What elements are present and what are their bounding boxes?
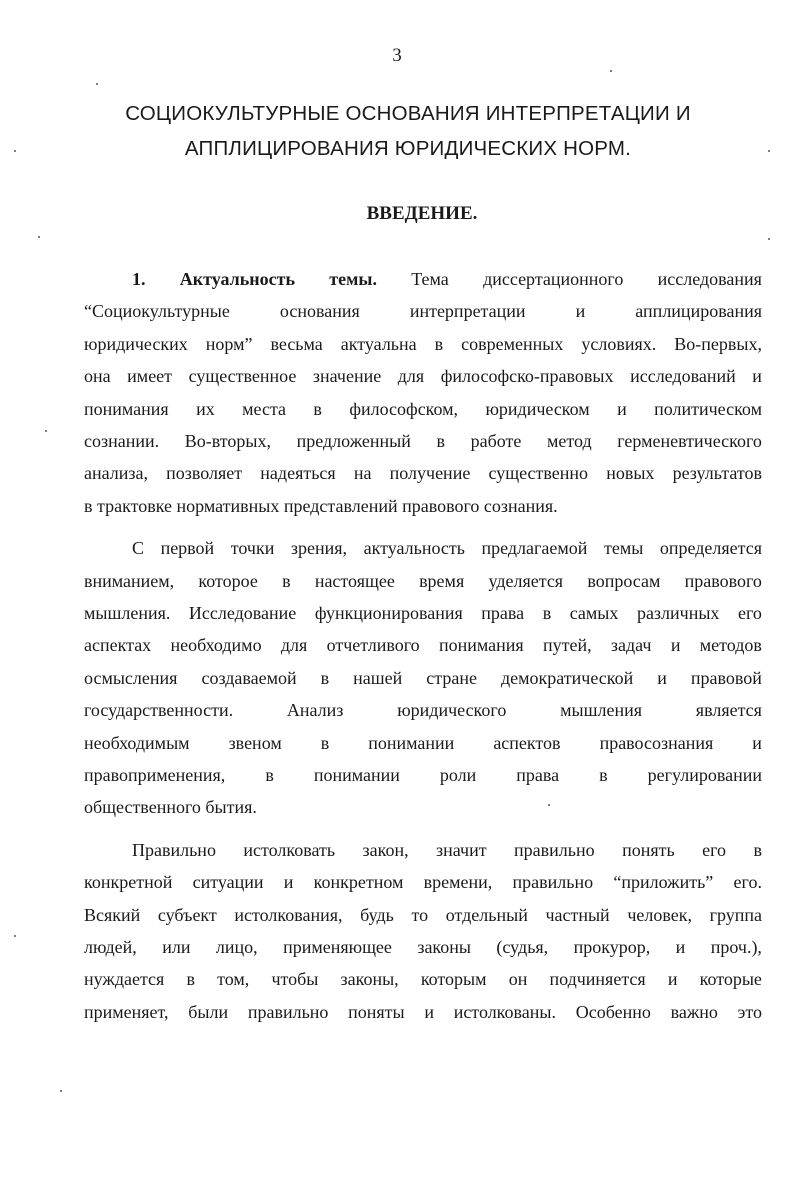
word: и — [667, 969, 678, 990]
text-line — [84, 398, 762, 430]
word: апплицирования — [635, 301, 762, 322]
word: весьма — [270, 333, 323, 354]
word: время — [419, 570, 465, 591]
word: осмысления — [84, 667, 178, 688]
text-line — [84, 602, 762, 634]
word: в — [599, 765, 608, 785]
word: в — [320, 732, 330, 753]
word: которое — [198, 570, 258, 591]
word: понимания — [438, 635, 524, 656]
word: его — [702, 839, 727, 860]
text-line — [84, 300, 762, 332]
word: Особенно — [575, 1001, 651, 1022]
word: стране — [426, 667, 477, 688]
word: Анализ — [286, 700, 344, 721]
text-line — [84, 365, 762, 397]
text-line — [84, 936, 762, 968]
word: аспектах — [84, 635, 152, 656]
word: настоящее — [314, 570, 395, 591]
word: получение — [389, 463, 471, 484]
word: философском, — [349, 398, 459, 419]
text-line — [84, 699, 762, 731]
word: современных — [461, 333, 564, 354]
text-line — [84, 333, 762, 365]
scan-speck — [45, 430, 47, 432]
word: государственности. — [84, 700, 234, 721]
word: частный — [545, 904, 610, 925]
word: темы. — [329, 269, 377, 289]
word: для — [280, 635, 308, 656]
text-line — [132, 268, 762, 300]
word: и — [675, 937, 686, 957]
word: и — [283, 872, 294, 893]
word: применяет, — [84, 1001, 169, 1022]
word: он — [508, 969, 528, 990]
word: политическом — [654, 398, 762, 419]
word: и — [752, 732, 762, 753]
word: аспектов — [493, 732, 561, 753]
text-line-content: в трактовке нормативных представлений правового сознания. — [84, 495, 558, 516]
word: или — [162, 937, 191, 957]
word: самых — [569, 603, 619, 623]
word: нуждается — [84, 969, 165, 990]
word: понимании — [313, 765, 400, 785]
section-heading: ВВЕДЕНИЕ. — [366, 203, 478, 224]
word: ситуации — [192, 872, 264, 893]
word: чтобы — [271, 969, 319, 990]
text-line — [84, 462, 762, 494]
word: конкретной — [84, 872, 173, 893]
word: места — [242, 398, 287, 419]
word: в — [542, 603, 552, 623]
word: значение — [312, 366, 382, 387]
text-line-content: общественного бытия. — [84, 797, 257, 818]
word: исследования — [657, 269, 762, 289]
text-line — [132, 839, 762, 871]
word: сознании. — [84, 431, 160, 451]
scan-speck — [548, 804, 550, 806]
word: правовой — [690, 667, 762, 688]
word: группа — [709, 904, 762, 925]
word: правосознания — [599, 732, 714, 753]
word: на — [353, 463, 372, 484]
word: понимания — [84, 398, 169, 419]
word: его. — [733, 872, 762, 893]
scan-speck — [96, 83, 98, 85]
word: условиях. — [581, 333, 657, 354]
word: юридического — [397, 700, 507, 721]
word: Во-первых, — [674, 333, 762, 354]
word: функционирования — [314, 603, 463, 623]
word: времени, — [423, 872, 493, 893]
word: имеет — [127, 366, 173, 387]
word: человек, — [627, 904, 692, 925]
word: исследований — [630, 366, 736, 387]
word: закон, — [362, 839, 409, 860]
word: истолкованы. — [453, 1001, 556, 1022]
word: нашей — [353, 667, 403, 688]
text-line — [84, 430, 762, 462]
word: Исследование — [188, 603, 297, 623]
text-line — [84, 667, 762, 699]
word: отдельный — [445, 904, 528, 925]
text-line — [84, 904, 762, 936]
word: то — [411, 904, 429, 925]
word: в — [434, 333, 444, 354]
word: и — [575, 301, 586, 322]
word: предложенный — [296, 431, 411, 451]
word: метод — [546, 431, 592, 451]
word: определяется — [659, 538, 762, 559]
word: поняты — [348, 1001, 405, 1022]
word: методов — [699, 635, 762, 656]
word: в — [313, 398, 322, 419]
word: будь — [360, 904, 394, 925]
word: позволяет — [166, 463, 243, 484]
scan-speck — [610, 70, 612, 72]
word: Актуальность — [179, 269, 296, 289]
word: точки — [230, 538, 275, 559]
word: работе — [470, 431, 522, 451]
word: его — [737, 603, 762, 623]
word: вниманием, — [84, 570, 175, 591]
word: анализа, — [84, 463, 148, 484]
word: в — [436, 431, 445, 451]
text-line — [84, 495, 762, 527]
word: в — [320, 667, 330, 688]
word: актуальна — [340, 333, 417, 354]
word: юридическом — [485, 398, 590, 419]
word: необходимо — [170, 635, 262, 656]
word: зрения, — [290, 538, 348, 559]
word: Во-вторых, — [184, 431, 272, 451]
word: правильно — [512, 872, 594, 893]
word: это — [737, 1001, 762, 1022]
scan-speck — [14, 150, 16, 152]
text-line — [84, 570, 762, 602]
word: она — [84, 366, 111, 387]
word: существенное — [188, 366, 297, 387]
word: необходимым — [84, 732, 190, 753]
word: “Социокультурные — [84, 301, 230, 322]
title-line-2: АППЛИЦИРОВАНИЯ ЮРИДИЧЕСКИХ НОРМ. — [184, 137, 632, 160]
word: в — [753, 839, 762, 860]
word: были — [188, 1001, 229, 1022]
title-line-1: СОЦИОКУЛЬТУРНЫЕ ОСНОВАНИЯ ИНТЕРПРЕТАЦИИ И — [125, 102, 691, 125]
word: важно — [670, 1001, 718, 1022]
word: герменевтического — [617, 431, 762, 451]
word: том, — [217, 969, 250, 990]
word: новых — [606, 463, 655, 484]
word: прокурор, — [573, 937, 651, 957]
word: 1. — [132, 269, 146, 289]
word: понять — [622, 839, 675, 860]
scan-speck — [60, 1090, 62, 1092]
word: людей, — [84, 937, 137, 957]
word: в — [265, 765, 274, 785]
word: роли — [439, 765, 477, 785]
word: проч.), — [710, 937, 762, 957]
word: истолкования, — [234, 904, 343, 925]
word: является — [695, 700, 762, 721]
scan-speck — [768, 150, 770, 152]
word: и — [424, 1001, 434, 1022]
text-line — [84, 796, 762, 828]
word: задач — [610, 635, 652, 656]
word: для — [397, 366, 425, 387]
word: демократической — [501, 667, 634, 688]
text-line — [132, 537, 762, 569]
page-number: 3 — [392, 45, 402, 66]
word: применяющее — [283, 937, 392, 957]
word: диссертационного — [483, 269, 624, 289]
word: темы — [603, 538, 644, 559]
word: Тема — [411, 269, 449, 289]
word: и — [657, 667, 667, 688]
word: мышления. — [84, 603, 171, 623]
word: законы — [417, 937, 471, 957]
word: Всякий — [84, 904, 141, 925]
word: первой — [160, 538, 215, 559]
word: “приложить” — [613, 872, 714, 893]
word: юридических — [84, 333, 188, 354]
word: актуальность — [363, 538, 465, 559]
word: результатов — [672, 463, 762, 484]
word: права — [481, 603, 525, 623]
word: мышления — [560, 700, 642, 721]
word: путей, — [542, 635, 592, 656]
word: интерпретации — [409, 301, 526, 322]
word: законы, — [340, 969, 399, 990]
scan-speck — [768, 238, 770, 240]
word: правового — [684, 570, 762, 591]
word: основания — [279, 301, 360, 322]
word: предлагаемой — [481, 538, 588, 559]
text-line — [84, 1001, 762, 1033]
word: лицо, — [215, 937, 258, 957]
word: субъект — [157, 904, 217, 925]
word: права — [516, 765, 560, 785]
text-line — [84, 968, 762, 1000]
word: звеном — [228, 732, 282, 753]
word: философско-правовых — [440, 366, 614, 387]
text-line — [84, 634, 762, 666]
word: истолковать — [243, 839, 336, 860]
word: и — [752, 366, 762, 387]
word: правоприменения, — [84, 765, 226, 785]
word: которым — [420, 969, 487, 990]
word: конкретном — [313, 872, 404, 893]
word: и — [670, 635, 681, 656]
word: которые — [699, 969, 762, 990]
word: надеяться — [260, 463, 336, 484]
word: (судья, — [496, 937, 549, 957]
word: и — [617, 398, 627, 419]
word: их — [196, 398, 215, 419]
word: различных — [636, 603, 720, 623]
word: Правильно — [132, 839, 216, 860]
word: значит — [436, 839, 487, 860]
word: в — [186, 969, 195, 990]
word: вопросам — [587, 570, 661, 591]
word: существенно — [488, 463, 589, 484]
scan-speck — [38, 236, 40, 238]
word: регулировании — [647, 765, 762, 785]
text-line — [84, 732, 762, 764]
word: в — [282, 570, 291, 591]
word: правильно — [247, 1001, 329, 1022]
text-line — [84, 871, 762, 903]
word: правильно — [514, 839, 595, 860]
word: уделяется — [488, 570, 564, 591]
word: норм” — [205, 333, 253, 354]
text-line — [84, 764, 762, 796]
word: понимании — [368, 732, 455, 753]
scan-speck — [14, 935, 16, 937]
word: С — [132, 538, 145, 559]
word: отчетливого — [326, 635, 420, 656]
word: создаваемой — [201, 667, 297, 688]
word: подчиняется — [549, 969, 646, 990]
